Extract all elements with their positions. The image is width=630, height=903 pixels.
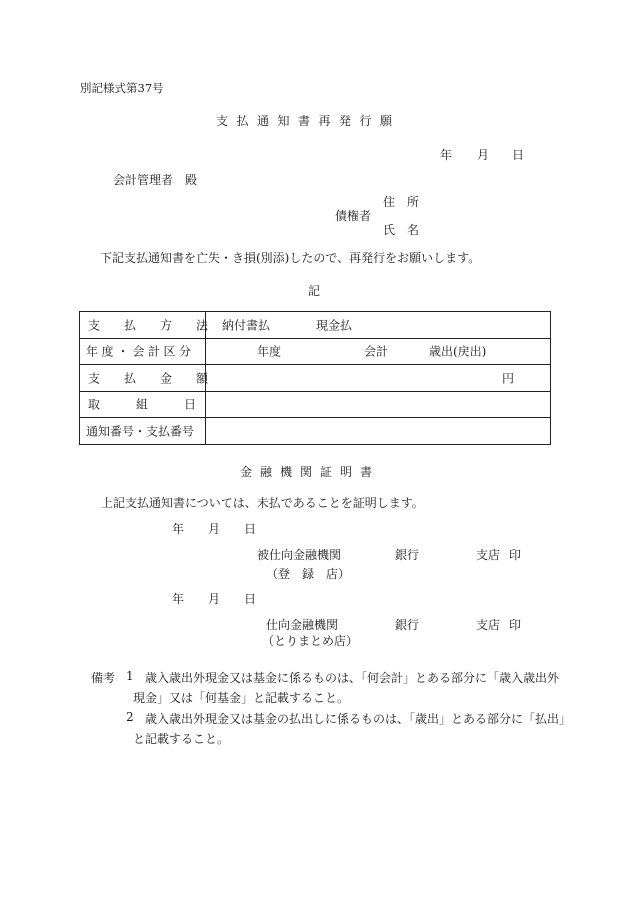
claimant-name-label: 氏 名	[383, 223, 420, 237]
bank-suffix: 銀行	[395, 548, 420, 562]
certificate-text: 上記支払通知書については、未払であることを証明します。	[101, 496, 424, 510]
expenditure-type: 歳出(戻出)	[429, 344, 487, 359]
consolidating-branch-note: （とりまとめ店）	[262, 634, 359, 648]
request-text: 下記支払通知書を亡失・き損(別添)したので、再発行をお願いします。	[100, 251, 481, 265]
claimant-label: 債権者	[335, 209, 372, 223]
date-year: 年	[440, 148, 453, 162]
amount-label: 支 払 金 額	[88, 371, 209, 386]
account-suffix: 会計	[364, 344, 389, 359]
ki-heading: 記	[308, 284, 321, 298]
transaction-date-label: 取 組 日	[88, 397, 197, 412]
certificate-title: 金融機関証明書	[240, 465, 381, 479]
date-year: 年	[172, 592, 185, 606]
table-row	[80, 312, 551, 339]
receiving-bank-label: 被仕向金融機関	[257, 548, 342, 562]
note-number: 2	[126, 710, 134, 724]
seal-mark: 印	[509, 548, 522, 562]
option-nofusho[interactable]: 納付書払	[222, 318, 271, 333]
note-line: 歳入歳出外現金又は基金に係るものは、「何会計」とある部分に「歳入歳出外	[145, 671, 560, 685]
date-year: 年	[172, 522, 185, 536]
seal-mark: 印	[509, 618, 522, 632]
sending-bank-label: 仕向金融機関	[266, 618, 339, 632]
transaction-date-field[interactable]	[206, 391, 551, 418]
notice-number-label: 通知番号・支払番号	[86, 424, 195, 439]
table-row	[80, 338, 551, 365]
date-month: 月	[477, 148, 490, 162]
date-day: 日	[512, 148, 525, 162]
addressee: 会計管理者 殿	[113, 173, 198, 187]
payment-method-label: 支 払 方 法	[88, 318, 209, 333]
year-suffix: 年度	[257, 344, 282, 359]
note-line: と記載すること。	[133, 732, 230, 746]
note-number: 1	[126, 669, 134, 683]
amount-field[interactable]	[206, 365, 551, 392]
form-id: 別記様式第37号	[80, 81, 164, 95]
branch-suffix: 支店	[476, 548, 501, 562]
payment-method-field[interactable]	[206, 312, 551, 339]
fiscal-year-field[interactable]	[206, 338, 551, 365]
note-line: 歳入歳出外現金又は基金の払出しに係るものは、「歳出」とある部分に「払出」	[145, 712, 572, 726]
claimant-address-label: 住 所	[383, 195, 420, 209]
date-day: 日	[244, 592, 257, 606]
table-row	[80, 365, 551, 392]
option-cash[interactable]: 現金払	[316, 318, 353, 333]
date-month: 月	[208, 592, 221, 606]
remarks-label: 備考	[91, 671, 116, 685]
yen-unit: 円	[502, 371, 515, 386]
note-line: 現金」又は「何基金」と記載すること。	[133, 691, 350, 705]
notice-number-field[interactable]	[206, 418, 551, 445]
bank-suffix: 銀行	[395, 618, 420, 632]
fiscal-year-label: 年度・会計区分	[86, 344, 195, 359]
table-row	[80, 418, 551, 445]
registered-branch-note: （登 録 店）	[266, 567, 351, 581]
date-day: 日	[244, 522, 257, 536]
date-month: 月	[208, 522, 221, 536]
page-title: 支払通知書再発行願	[216, 114, 401, 128]
branch-suffix: 支店	[476, 618, 501, 632]
details-table	[79, 311, 551, 445]
table-row	[80, 391, 551, 418]
